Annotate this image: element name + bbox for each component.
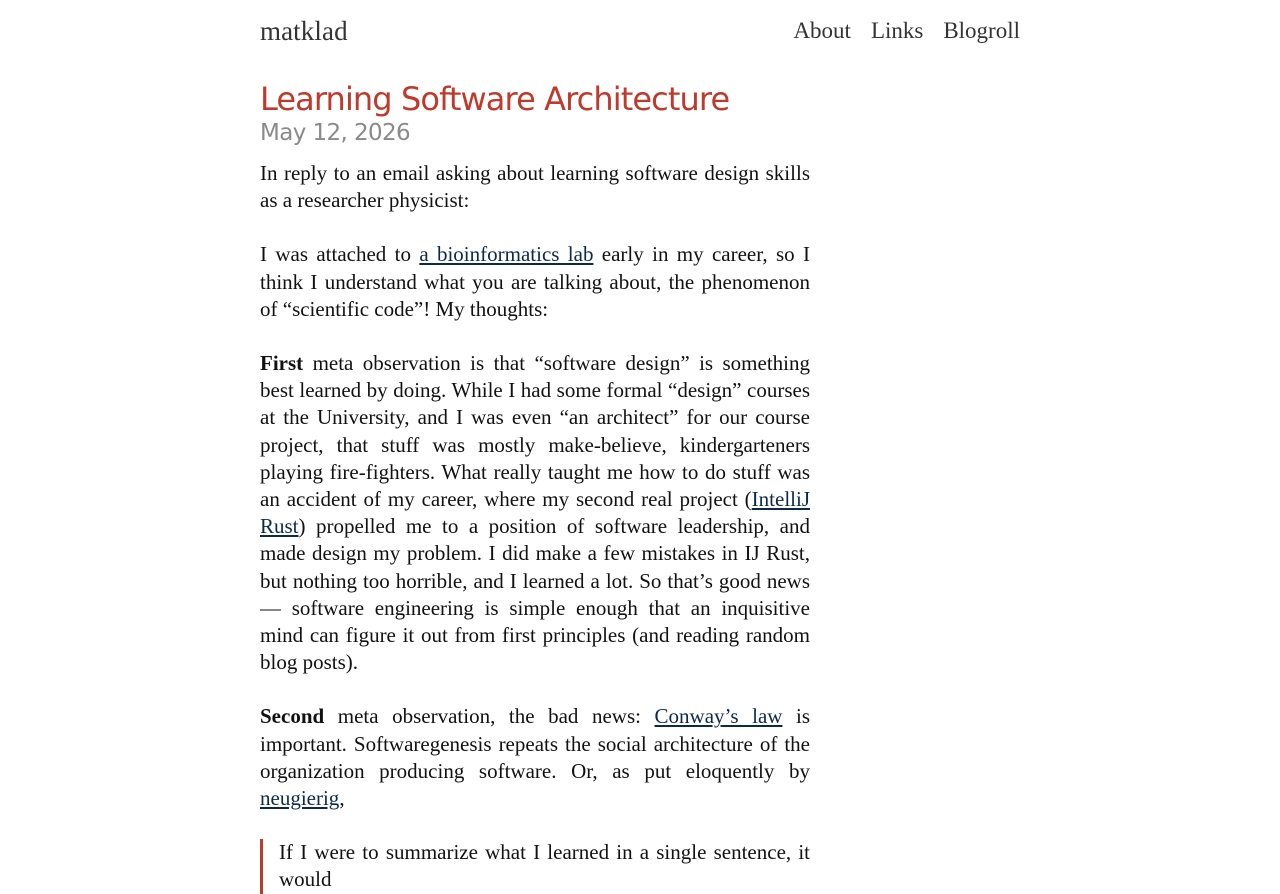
second-bold-label: Second: [260, 704, 325, 729]
post-article: [260, 78, 810, 894]
paragraph-first: [260, 350, 810, 676]
bioinformatics-lab-link[interactable]: a bioinformatics lab: [419, 242, 594, 267]
paragraph-text: meta observation is that “software design” is something best learned by doing. While I had some formal “design” courses at the University, and I was even “an architect” for our course project, that stuff was mostly make-believe, kindergarteners playing fire-fighters. What really taught me how to do stuff was an accident of my career, where my second real project (: [260, 351, 810, 512]
paragraph-bioinformatics: [260, 241, 810, 323]
paragraph-text: early in my career, so I think I understand what you are talking about, the phenomenon of “scientific code”! My thoughts:: [260, 242, 810, 321]
intellij-rust-link[interactable]: IntelliJ Rust: [260, 487, 810, 539]
post-date: May 12, 2026: [260, 120, 411, 146]
post-title: Learning Software Architecture: [260, 80, 730, 118]
neugierig-link[interactable]: neugierig: [260, 786, 340, 811]
paragraph-text: ,: [339, 786, 345, 811]
top-nav: [793, 18, 1020, 44]
paragraph-text: ) propelled me to a position of software leadership, and made design my problem. I did make a few mistakes in IJ Rust, but nothing too horrible, and I learned a lot. So that’s good news — software engineering is simple enough that an inquisitive mind can figure it out from first principles (and reading random blog posts).: [260, 514, 810, 675]
site-header: [260, 16, 1020, 56]
paragraph-text: is important. Softwaregenesis repeats the social architecture of the organization producing software. Or, as put eloquently by: [260, 704, 811, 783]
first-bold-label: First: [260, 351, 304, 376]
nav-links-link[interactable]: Links: [870, 18, 924, 43]
quote-text: If I were to summarize what I learned in a single sentence, it would: [279, 840, 810, 892]
paragraph-text: I was attached to: [260, 242, 420, 267]
paragraph-text: meta observation, the bad news:: [324, 704, 655, 729]
paragraph-second: [260, 703, 810, 812]
intro-paragraph: In reply to an email asking about learning software design skills as a researcher physicist:: [260, 161, 810, 213]
post-body: [260, 160, 810, 894]
nav-about-link[interactable]: About: [793, 18, 851, 43]
conways-law-link[interactable]: Conway’s law: [654, 704, 783, 729]
site-title-link[interactable]: matklad: [260, 16, 348, 46]
blockquote: [260, 839, 810, 893]
nav-blogroll-link[interactable]: Blogroll: [943, 18, 1020, 43]
